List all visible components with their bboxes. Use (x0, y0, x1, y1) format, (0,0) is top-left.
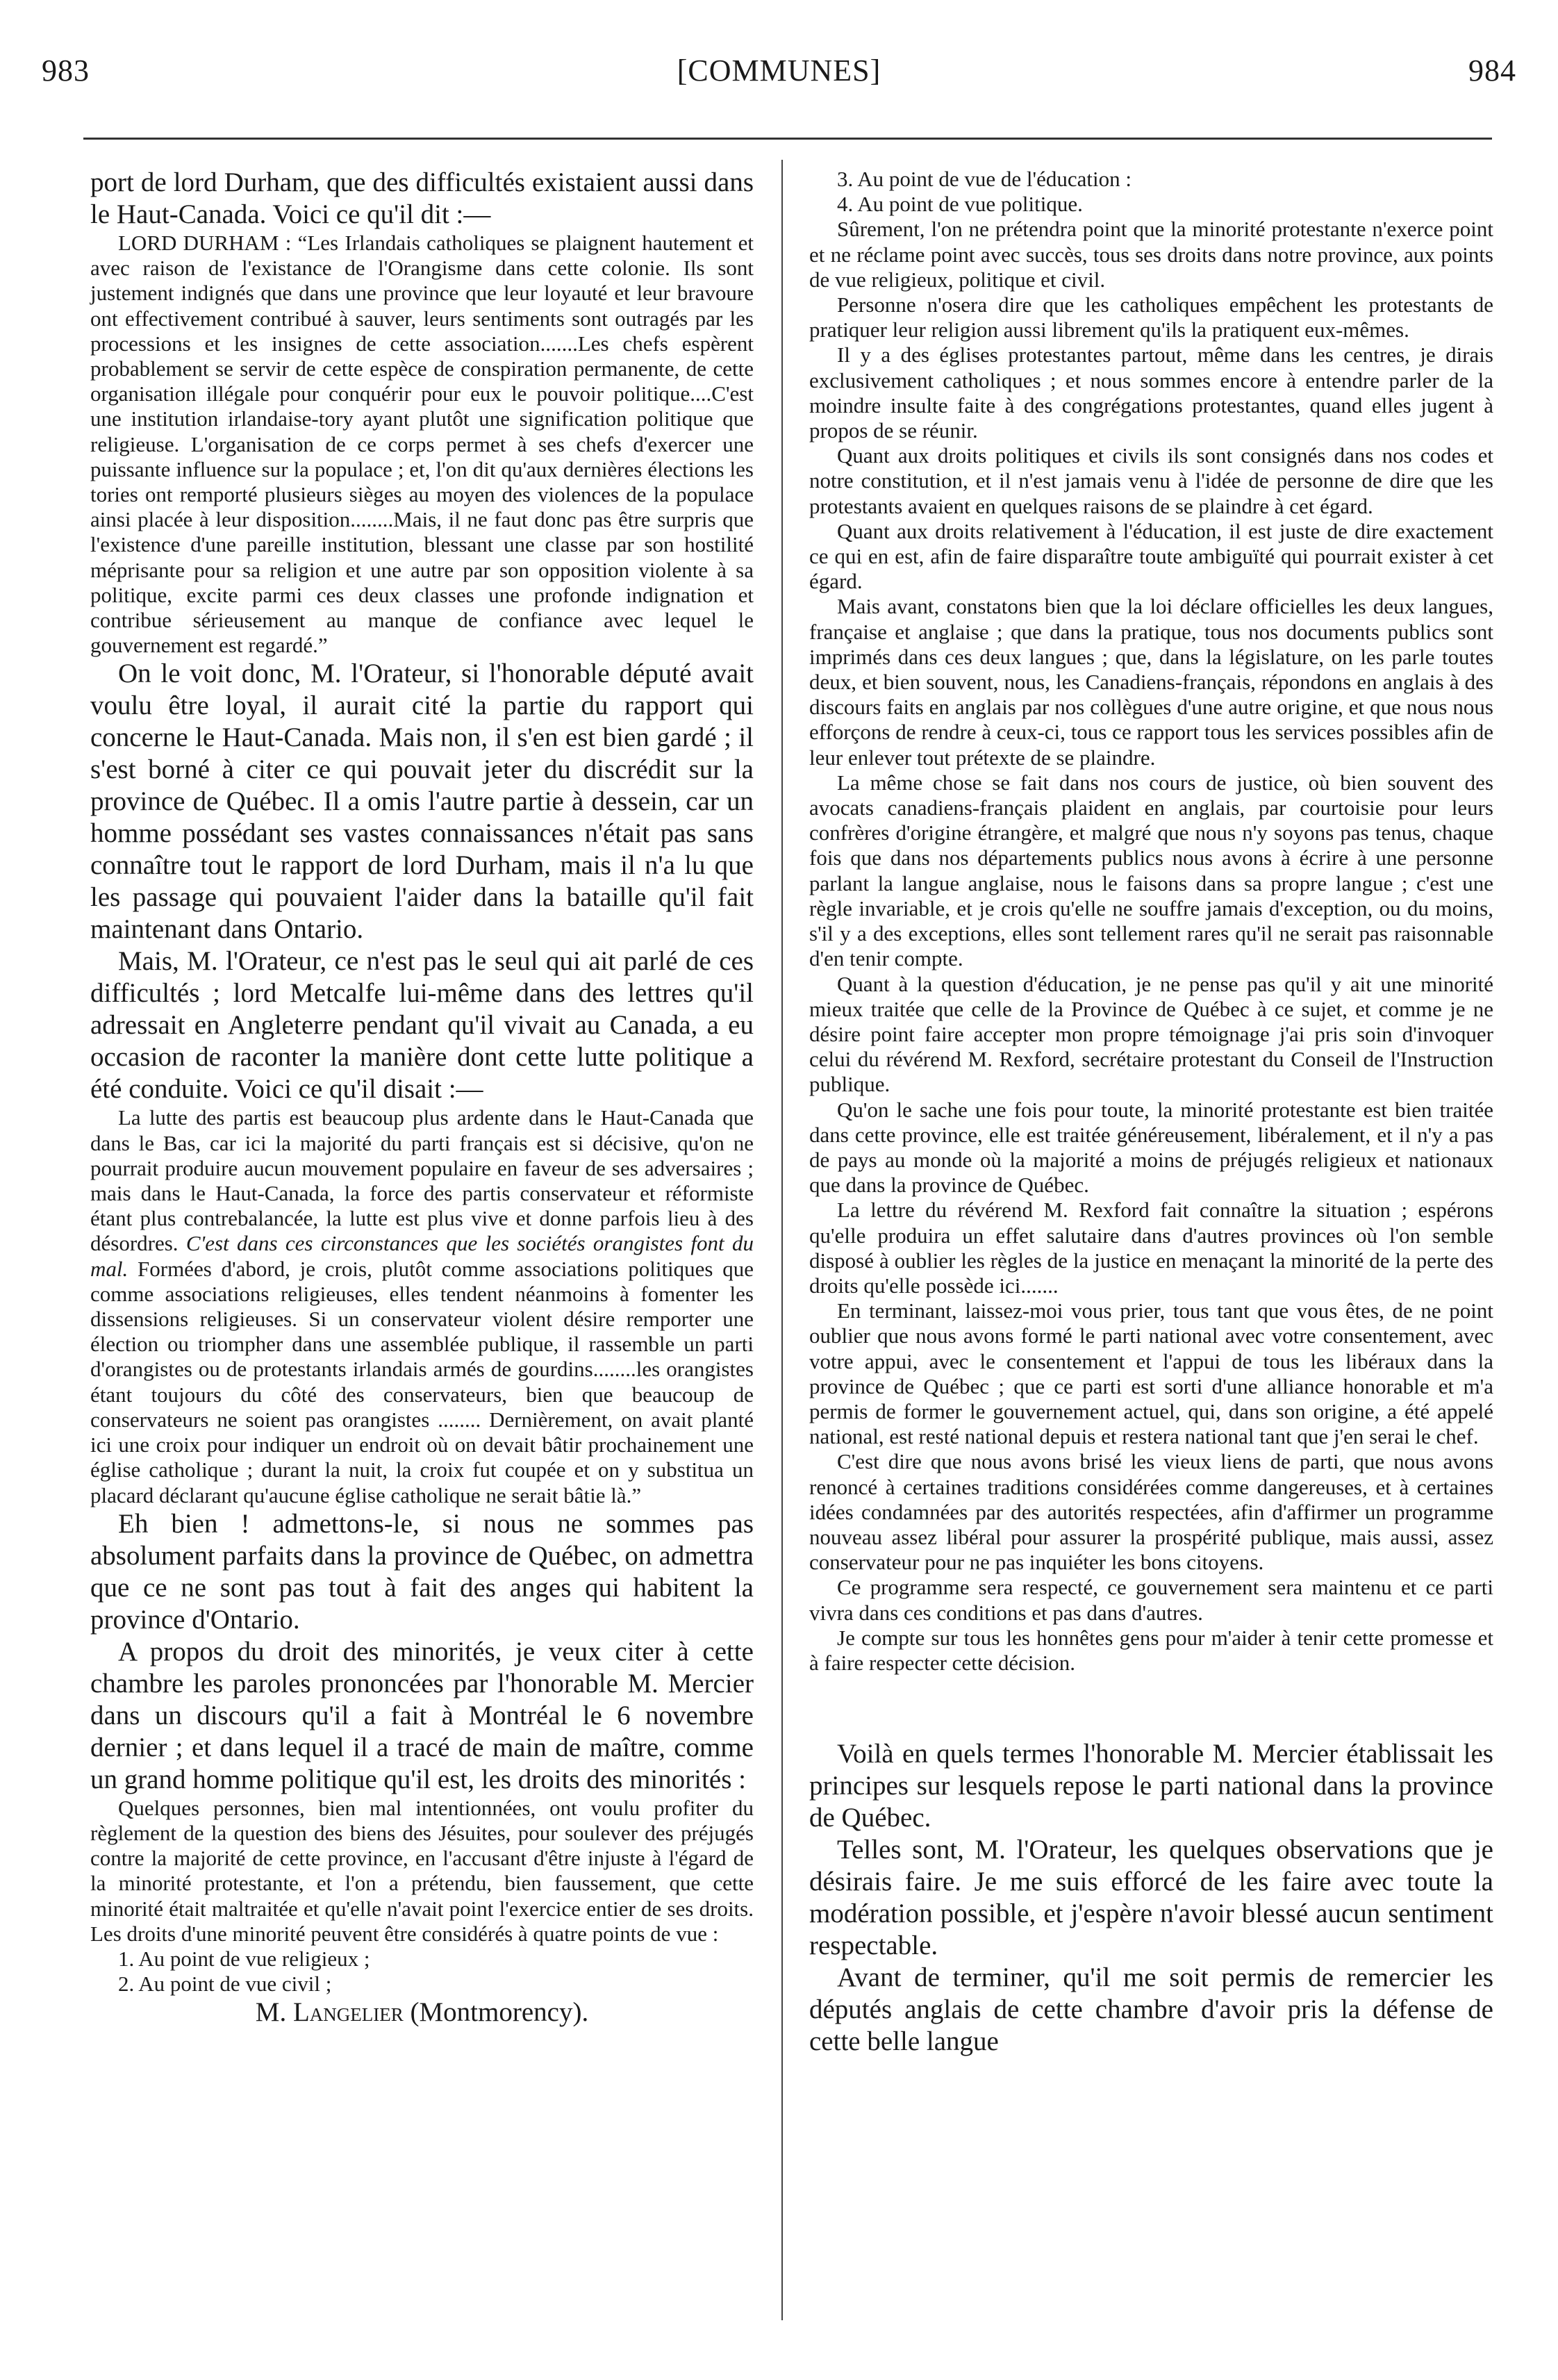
paragraph: Voilà en quels termes l'honorable M. Mercier établissait les principes sur lesquels repose le parti national dans la province de Québec. (809, 1739, 1493, 1833)
quote-italic: C'est dans ces circonstances que les sociétés orangistes font du mal. (90, 1231, 754, 1281)
speaker-signature: M. Langelier (Montmorency). (255, 1997, 589, 2028)
paragraph: Telles sont, M. l'Orateur, les quelques observations que je désirais faire. Je me suis efforcé de les faire avec toute la modération possible, et j'espère n'avoir blessé aucun sentiment respectable. (809, 1835, 1493, 1961)
paragraph: Mais, M. l'Orateur, ce n'est pas le seul qui ait parlé de ces difficultés ; lord Metcalfe lui-même dans des lettres qu'il adressait en Angleterre pendant qu'il vivait au Canada, a eu occasion de raconter la manière dont cette lutte politique a été conduite. Voici ce qu'il disait :— (90, 946, 754, 1105)
list-item: 1. Au point de vue religieux ; (118, 1946, 370, 1971)
quote-paragraph: Personne n'osera dire que les catholiques empêchent les protestants de pratiquer leur religion aussi librement qu'ils la pratiquent eux-mêmes. (809, 292, 1493, 342)
metcalfe-quote (90, 1105, 754, 1507)
quote-paragraph: Qu'on le sache une fois pour toute, la minorité protestante est bien traitée dans cette province, elle est traitée généreusement, libéralement, et il n'y a pas de pays au monde où la majorité a moins de préjugés religieux et nationaux que dans la province de Québec. (809, 1097, 1493, 1198)
quote-paragraph: Il y a des églises protestantes partout, même dans les centres, je dirais exclusivement catholiques ; et nous sommes encore à entendre parler de la moindre insulte faite à des congrégations protestantes, quand elles jugent à propos de se réunir. (809, 342, 1493, 443)
paragraph: Eh bien ! admettons-le, si nous ne sommes pas absolument parfaits dans la province de Québec, on admettra que ce ne sont pas tout à fait des anges qui habitent la province d'Ontario. (90, 1508, 754, 1635)
speaker-surname: Langelier (292, 1997, 404, 2028)
paragraph: On le voit donc, M. l'Orateur, si l'honorable député avait voulu être loyal, il aurait cité la partie du rapport qui concerne le Haut-Canada. Mais non, il s'en est bien gardé ; il s'est borné à citer ce qui pouvait jeter du discrédit sur la province de Québec. Il a omis l'autre partie à dessein, car un homme possédant ses vastes connaissances n'était pas sans connaître tout le rapport de lord Durham, mais il n'a lu que les passage qui pouvaient l'aider dans la bataille qu'il fait maintenant dans Ontario. (90, 659, 754, 945)
list-item: 2. Au point de vue civil ; (118, 1972, 332, 1997)
column-divider (781, 160, 783, 2320)
durham-quote (90, 231, 754, 658)
right-column (809, 167, 1493, 2058)
quote-paragraph: Mais avant, constatons bien que la loi déclare officielles les deux langues, française et anglaise ; que dans la pratique, tous nos documents publics sont imprimés dans ces deux langues ; que, dans la législature, on les parle toutes deux, et bien souvent, nous, les Canadiens-français, répondons en anglais à des discours faits en anglais par nos collègues d'une autre origine, et que nous nous efforçons de rendre à ceux-ci, tous ce rapport tous les services possibles afin de leur enlever tout prétexte de se plaindre. (809, 594, 1493, 770)
quote-text: “Les Irlandais catholiques se plaignent hautement et avec raison de l'existance de l'Orangisme dans cette colonie. Ils sont justement indignés que dans une province que leur loyauté et leur bravoure ont effectivement contribué à sauver, leurs sentiments sont outragés par les processions et les insignes de cette association.......Les chefs espèrent probablement se servir de cette espèce de conspiration permanente, de cette organisation illégale pour conquérir pour eux le pouvoir politique....C'est une institution irlandaise-tory ayant plutôt une signification politique que religieuse. L'organisation de ce corps permet à ses chefs d'exercer une puissante influence sur la populace ; et, l'on dit qu'aux dernières élections les tories ont remporté plusieurs sièges au moyen des violences de la populace ainsi placée à leur disposition........Mais, il ne faut donc pas être surpris que l'existence d'une pareille institution, blessant une classe par son hostilité méprisante pour sa religion et une autre par son opposition violente à sa politique, excite parmi ces deux classes une profonde indignation et contribue sérieusement au manque de confiance avec lequel le gouvernement est regardé.” (90, 231, 754, 658)
quote-paragraph: Quant aux droits relativement à l'éducation, il est juste de dire exactement ce qui en est, afin de faire disparaître toute ambiguïté qui pourrait exister à cet égard. (809, 518, 1493, 594)
speaker-name: LORD DURHAM : (118, 231, 292, 255)
quote-paragraph: Sûrement, l'on ne prétendra point que la minorité protestante n'exerce point et ne réclame point avec succès, tous ses droits dans notre province, aux points de vue religieux, politique et civil. (809, 217, 1493, 292)
paragraph: A propos du droit des minorités, je veux citer à cette chambre les paroles prononcées par l'honorable M. Mercier dans un discours qu'il a fait à Montréal le 6 novembre dernier ; et dans lequel il a tracé de main de maître, comme un grand homme politique qu'il est, les droits des minorités : (90, 1636, 754, 1794)
page-header (42, 42, 1516, 97)
list-item: 3. Au point de vue de l'éducation : (837, 167, 1132, 191)
spacer (809, 1676, 1493, 1738)
header-rule (83, 138, 1492, 140)
quote-paragraph: Ce programme sera respecté, ce gouvernement sera maintenu et ce parti vivra dans ces conditions et pas dans d'autres. (809, 1575, 1493, 1625)
page-number-left: 983 (42, 53, 90, 88)
paragraph: port de lord Durham, que des difficultés existaient aussi dans le Haut-Canada. Voici ce qu'il dit :— (90, 167, 754, 229)
quote-paragraph: La même chose se fait dans nos cours de justice, où bien souvent des avocats canadiens-français plaident en anglais, par courtoisie pour leurs confrères d'origine étrangère, et malgré que nous n'y soyons pas tenus, chaque fois que dans nos départements publics nous avons à écrire à une personne parlant la langue anglaise, nous le faisons dans sa propre langue ; c'est une règle invariable, et je crois qu'elle ne souffre jamais d'exception, ou du moins, s'il y a des exceptions, elles sont tellement rares qu'il ne serait pas raisonnable d'en tenir compte. (809, 770, 1493, 971)
quote-paragraph: Quant à la question d'éducation, je ne pense pas qu'il y ait une minorité mieux traitée que celle de la Province de Québec à ce sujet, et comme je ne désire point faire accepter mon propre témoignage j'ai pris soin d'invoquer celui du révérend M. Rexford, secrétaire protestant du Conseil de l'Instruction publique. (809, 971, 1493, 1097)
quote-paragraph: C'est dire que nous avons brisé les vieux liens de parti, que nous avons renoncé à certaines traditions considérées comme dangereuses, et à certaines idées condamnées par des autorités respectées, afin d'affirmer un programme nouveau assez libéral pour assurer la prospérité publique, mais aussi, assez conservateur pour ne pas inquiéter les bons citoyens. (809, 1449, 1493, 1575)
running-title: [COMMUNES] (677, 53, 881, 88)
quote-text: La lutte des partis est beaucoup plus ardente dans le Haut-Canada que dans le Bas, car ici la majorité du parti français est si décisive, qu'on ne pourrait produire aucun mouvement populaire en faveur de ses adversaires ; mais dans le Haut-Canada, la force des partis conservateur et réformiste étant plus contrebalancée, la lutte est plus vive et donne parfois lieu à des désordres. (90, 1105, 754, 1256)
quote-paragraph: La lettre du révérend M. Rexford fait connaître la situation ; espérons qu'elle produira un effet salutaire dans d'autres provinces où l'on semble disposé à oublier les règles de la justice en menaçant la minorité de la perte des droits qu'elle possède ici....... (809, 1198, 1493, 1298)
page-number-right: 984 (1468, 53, 1516, 88)
list-item: 4. Au point de vue politique. (837, 192, 1083, 217)
mercier-quote: Quelques personnes, bien mal intentionnées, ont voulu profiter du règlement de la question des biens des Jésuites, pour soulever des préjugés contre la majorité de cette province, en l'accusant d'être injuste à l'égard de la minorité protestante, et l'on a prétendu, bien faussement, que cette minorité était maltraitée et qu'elle n'avait point l'exercice entier de ses droits. Les droits d'une minorité peuvent être considérés à quatre points de vue : (90, 1795, 754, 1946)
quote-text: Formées d'abord, je crois, plutôt comme associations politiques que comme associations religieuses, elles tendent néanmoins à fomenter les dissensions religieuses. Si un conservateur violent désire remporter une élection ou triompher dans une assemblée publique, il rassemble un parti d'orangistes ou de protestants irlandais armés de gourdins........les orangistes étant toujours du côté des conservateurs, bien que beaucoup de conservateurs ne soient pas orangistes ........ Dernièrement, on avait planté ici une croix pour indiquer un endroit où on devait bâtir prochainement une église catholique ; durant la nuit, la croix fut coupée et on y substitua un placard déclarant qu'aucune église catholique ne serait bâtie là.” (90, 1256, 754, 1507)
quote-paragraph: Quant aux droits politiques et civils ils sont consignés dans nos codes et notre constitution, et il n'est jamais venu à l'idée de personne de dire que les protestants avaient en quelques raisons de se plaindre à cet égard. (809, 443, 1493, 518)
quote-paragraph: En terminant, laissez-moi vous prier, tous tant que vous êtes, de ne point oublier que nous avons formé le parti national avec votre consentement, avec votre appui, avec le consentement et l'appui de tous les libéraux dans la province de Québec ; que ce parti est sorti d'une alliance honorable et m'a permis de former le gouvernement actuel, qui, dans son origine, a été appelé national, est resté national depuis et restera national tant que j'en serai le chef. (809, 1298, 1493, 1449)
quote-paragraph: Je compte sur tous les honnêtes gens pour m'aider à tenir cette promesse et à faire respecter cette décision. (809, 1625, 1493, 1675)
left-column (90, 167, 754, 2028)
paragraph: Avant de terminer, qu'il me soit permis de remercier les députés anglais de cette chambre d'avoir pris la défense de cette belle langue (809, 1962, 1493, 2057)
